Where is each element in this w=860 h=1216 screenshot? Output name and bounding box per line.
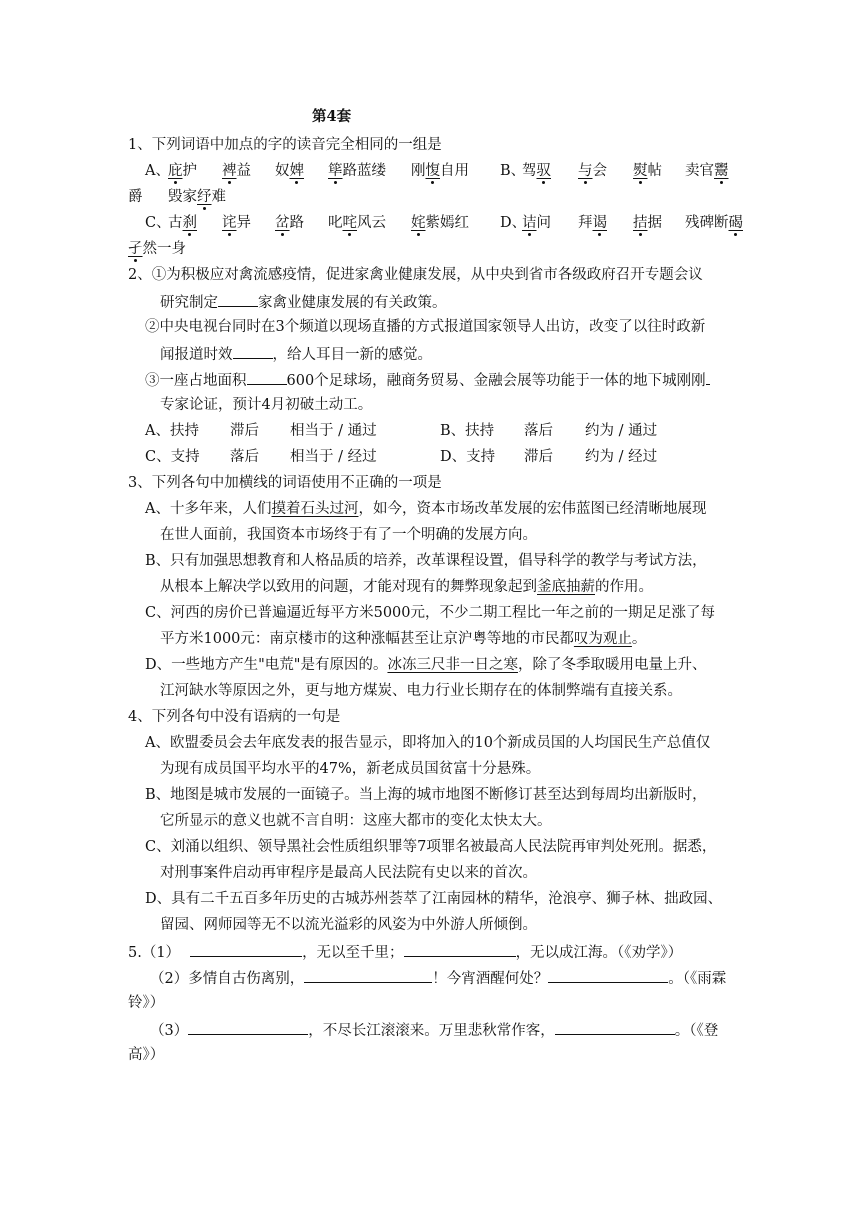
q1-option-b-word: 熨帖: [633, 163, 662, 179]
q5-line-2: （2）多情自古伤离别， ！今宵酒醒何处？ 。（《雨霖: [150, 967, 726, 989]
q4-option-c: C、刘涌以组织、领导黑社会性质组织罪等7项罪名被最高人民法院再审判处死刑。据悉，: [145, 839, 717, 855]
q1-option-a-word: 裨益: [222, 163, 251, 179]
q5-blank-6[interactable]: [555, 1019, 675, 1035]
q1-option-b-word: 卖官鬻: [685, 163, 729, 179]
q1-option-d-word: 拜谒: [578, 215, 607, 231]
q1-option-a-word: 刚愎自用: [411, 163, 469, 179]
q1-option-a-label: A、: [145, 163, 170, 179]
q1-option-c-word: 古刹: [168, 215, 197, 231]
q2-option-d-2: 滞后: [524, 449, 553, 465]
q1-option-a-word: 奴婢: [275, 163, 304, 179]
q1-option-c-word: 岔路: [275, 215, 304, 231]
q2-sentence-2: ②中央电视台同时在3个频道以现场直播的方式报道国家领导人出访，改变了以往时政新: [145, 319, 706, 335]
q2-sentence-2-cont: 闻报道时效 ，给人耳目一新的感觉。: [160, 343, 432, 365]
q2-sentence-3: ③一座占地面积 600个足球场，融商务贸易、金融会展等功能于一体的地下城刚刚: [145, 369, 710, 391]
q1-option-b-label: B、: [500, 163, 526, 179]
q3-option-b: B、只有加强思想教育和人格品质的培养，改革课程设置，倡导科学的教学与考试方法，: [145, 553, 707, 569]
q1-option-a-word: 筚路蓝缕: [328, 163, 386, 179]
q3-option-d-cont: 江河缺水等原因之外，更与地方煤炭、电力行业长期存在的体制弊端有直接关系。: [160, 683, 682, 699]
q1-option-d-word: 拮据: [633, 215, 662, 231]
q2-option-c-1: C、支持: [145, 449, 200, 465]
q2-blank-1[interactable]: [218, 291, 258, 307]
q1-option-c-word: 叱咤风云: [328, 215, 386, 231]
q1-option-a-word: 庇护: [168, 163, 197, 179]
q4-option-b: B、地图是城市发展的一面镜子。当上海的城市地图不断修订甚至达到每周均出新版时，: [145, 787, 707, 803]
q3-option-c: C、河西的房价已普遍逼近每平方米5000元，不少二期工程比一年之前的一期足足涨了每: [145, 605, 715, 621]
q2-option-a-1: A、扶持: [145, 423, 199, 439]
q5-line-3-cont: 高》）: [128, 1047, 165, 1063]
q1-stem: 1、下列词语中加点的字的读音完全相同的一组是: [128, 137, 442, 153]
q1-option-c-word: 姹紫嫣红: [411, 215, 469, 231]
q1-option-d-word: 残碑断碣: [685, 215, 743, 231]
q1-option-b-word: 与会: [578, 163, 607, 179]
q5-blank-1[interactable]: [190, 941, 302, 957]
q2-sentence-1-cont: 研究制定 家禽业健康发展的有关政策。: [160, 291, 447, 313]
q4-stem: 4、下列各句中没有语病的一句是: [128, 709, 341, 725]
q5-line-2-cont: 铃》）: [128, 995, 165, 1011]
q5-line-3: （3） ，不尽长江滚滚来。万里悲秋常作客， 。（《登: [150, 1019, 718, 1041]
q4-option-a: A、欧盟委员会去年底发表的报告显示，即将加入的10个新成员国的人均国民生产总值仅: [145, 735, 711, 751]
q2-sentence-1: 2、①为积极应对禽流感疫情，促进家禽业健康发展，从中央到省市各级政府召开专题会议: [128, 267, 703, 283]
q1-option-b-word: 驾驭: [522, 163, 551, 179]
q2-blank-4[interactable]: [706, 369, 710, 385]
q5-line-1: 5.（1） ，无以至千里； ，无以成江海。（《劝学》）: [128, 941, 682, 963]
q5-blank-2[interactable]: [404, 941, 516, 957]
q1-option-c-word: 诧异: [222, 215, 251, 231]
q2-option-b-3: 约为 / 通过: [585, 423, 658, 439]
q2-option-c-2: 落后: [230, 449, 259, 465]
q2-blank-2[interactable]: [233, 343, 273, 359]
q4-option-b-cont: 它所显示的意义也就不言自明：这座大都市的变化太快太大。: [160, 813, 552, 829]
q2-option-d-3: 约为 / 经过: [585, 449, 658, 465]
q4-option-c-cont: 对刑事案件启动再审程序是最高人民法院有史以来的首次。: [160, 865, 537, 881]
q3-option-c-cont: 平方米1000元：南京楼市的这种涨幅甚至让京沪粤等地的市民都叹为观止。: [160, 631, 647, 647]
q2-option-c-3: 相当于 / 经过: [290, 449, 377, 465]
q2-option-b-1: B、扶持: [440, 423, 495, 439]
q3-option-b-cont: 从根本上解决学以致用的问题，才能对现有的舞弊现象起到釜底抽薪的作用。: [160, 579, 653, 595]
q4-option-a-cont: 为现有成员国平均水平的47%，新老成员国贫富十分悬殊。: [160, 761, 541, 777]
q1-option-d-word: 诘问: [522, 215, 551, 231]
q5-blank-5[interactable]: [188, 1019, 308, 1035]
q3-option-d: D、一些地方产生"电荒"是有原因的。冰冻三尺非一日之寒，除了冬季取暖用电量上升、: [145, 657, 707, 673]
q2-sentence-3-cont: 专家论证，预计4月初破土动工。: [160, 397, 373, 413]
q4-option-d: D、具有二千五百多年历史的古城苏州荟萃了江南园林的精华，沧浪亭、狮子林、拙政园、: [145, 891, 723, 907]
q5-blank-4[interactable]: [548, 967, 668, 983]
q1-option-b-continuation: 爵: [128, 189, 143, 205]
q1-option-d-word: 孑然一身: [128, 241, 186, 257]
q5-blank-3[interactable]: [304, 967, 432, 983]
q1-option-d-label: D、: [500, 215, 527, 231]
q1-option-c-label: C、: [145, 215, 171, 231]
q2-option-a-2: 滞后: [230, 423, 259, 439]
q2-option-b-2: 落后: [524, 423, 553, 439]
q2-option-a-3: 相当于 / 通过: [290, 423, 377, 439]
q3-option-a: A、十多年来，人们摸着石头过河，如今，资本市场改革发展的宏伟蓝图已经清晰地展现: [145, 501, 707, 517]
q2-blank-3[interactable]: [247, 369, 287, 385]
q2-option-d-1: D、支持: [440, 449, 496, 465]
q3-stem: 3、下列各句中加横线的词语使用不正确的一项是: [128, 475, 442, 491]
page-title: 第4套: [312, 108, 352, 125]
q3-option-a-cont: 在世人面前，我国资本市场终于有了一个明确的发展方向。: [160, 527, 537, 543]
q1-option-b-word: 毁家纾难: [168, 189, 226, 205]
q4-option-d-cont: 留园、网师园等无不以流光溢彩的风姿为中外游人所倾倒。: [160, 917, 537, 933]
